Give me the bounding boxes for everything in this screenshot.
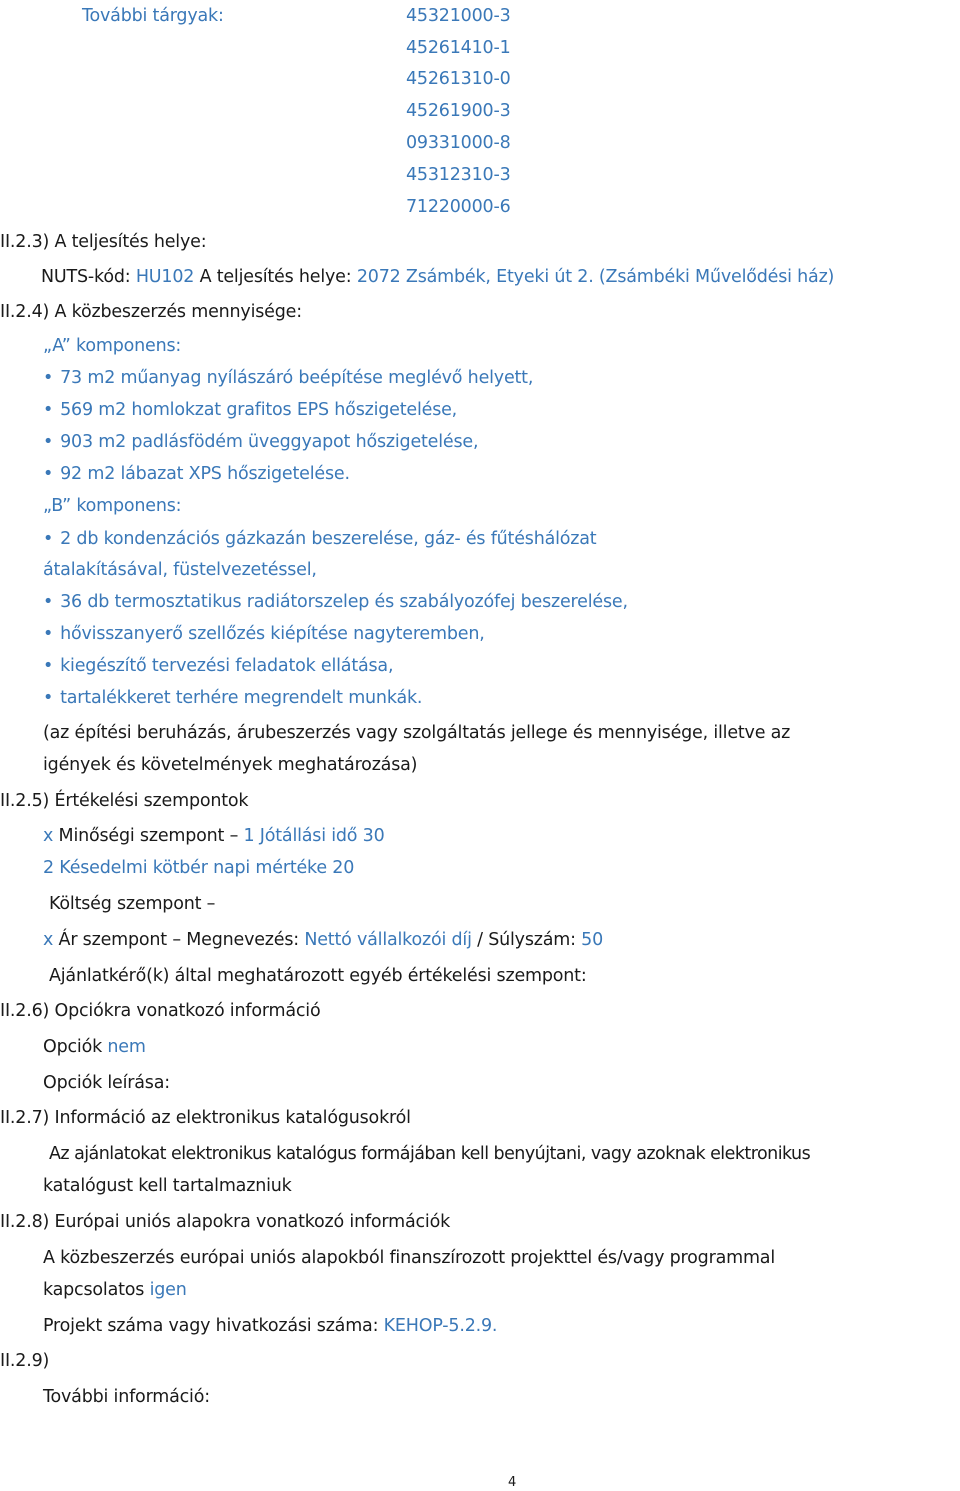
weight-value: 50	[581, 930, 604, 950]
section-heading-2-2-9: II.2.9)	[0, 1351, 50, 1371]
nuts-label: NUTS-kód:	[41, 267, 131, 287]
project-number-line	[43, 1314, 497, 1338]
price-mark: x	[43, 930, 54, 950]
list-item: • 903 m2 padlásfödém üveggyapot hőszigetelése,	[43, 430, 478, 454]
project-number-label: Projekt száma vagy hivatkozási száma:	[43, 1316, 379, 1336]
options-value: nem	[107, 1037, 146, 1057]
quality-mark: x	[43, 826, 54, 846]
nuts-line	[41, 265, 834, 289]
quality-label: Minőségi szempont –	[58, 826, 239, 846]
list-item: • 569 m2 homlokzat grafitos EPS hőszigetelése,	[43, 398, 457, 422]
list-item: • 2 db kondenzációs gázkazán beszerelése, gáz- és fűtéshálózat	[43, 527, 596, 551]
cpv-code: 71220000-6	[406, 197, 511, 217]
project-number-value: KEHOP-5.2.9.	[383, 1316, 498, 1336]
price-name: Nettó vállalkozói díj	[304, 930, 472, 950]
list-item: • 73 m2 műanyag nyílászáró beépítése meglévő helyett,	[43, 366, 533, 390]
quality-criterion	[43, 824, 385, 848]
place-label: A teljesítés helye:	[199, 267, 352, 287]
cpv-code: 45261410-1	[406, 38, 511, 58]
price-label: Ár szempont – Megnevezés:	[58, 930, 299, 950]
quantity-note: (az építési beruházás, árubeszerzés vagy szolgáltatás jellege és mennyisége, illetve az	[43, 723, 791, 743]
eu-funds-line	[43, 1278, 187, 1302]
catalogue-text: Az ajánlatokat elektronikus katalógus formájában kell benyújtani, vagy azoknak elektronikus	[49, 1144, 811, 1164]
list-item-continuation: átalakításával, füstelvezetéssel,	[43, 560, 317, 580]
list-item: • kiegészítő tervezési feladatok ellátása,	[43, 654, 393, 678]
list-item: • 36 db termosztatikus radiátorszelep és szabályozófej beszerelése,	[43, 590, 628, 614]
nuts-value: HU102	[135, 267, 195, 287]
eu-funds-value: igen	[149, 1280, 187, 1300]
list-item: • tartalékkeret terhére megrendelt munkák.	[43, 686, 422, 710]
catalogue-text-continuation: katalógust kell tartalmazniuk	[43, 1176, 292, 1196]
options-label: Opciók	[43, 1037, 103, 1057]
section-heading-2-2-5: II.2.5) Értékelési szempontok	[0, 791, 249, 811]
weight-label: / Súlyszám:	[477, 930, 576, 950]
quality-item: 1 Jótállási idő 30	[243, 826, 385, 846]
place-value: 2072 Zsámbék, Etyeki út 2. (Zsámbéki Művelődési ház)	[356, 267, 835, 287]
options-line	[43, 1035, 146, 1059]
cpv-code: 09331000-8	[406, 133, 511, 153]
list-item: • hővisszanyerő szellőzés kiépítése nagyteremben,	[43, 622, 485, 646]
eu-funds-label: kapcsolatos	[43, 1280, 145, 1300]
further-info-label: További információ:	[43, 1387, 210, 1407]
cpv-code: 45321000-3	[406, 6, 511, 26]
section-heading-2-2-4: II.2.4) A közbeszerzés mennyisége:	[0, 302, 302, 322]
page-number: 4	[508, 1475, 517, 1490]
other-criteria: Ajánlatkérő(k) által meghatározott egyéb értékelési szempont:	[49, 966, 587, 986]
list-item: • 92 m2 lábazat XPS hőszigetelése.	[43, 462, 350, 486]
component-a-title: „A” komponens:	[43, 336, 182, 356]
cpv-code: 45261310-0	[406, 69, 511, 89]
section-heading-2-2-8: II.2.8) Európai uniós alapokra vonatkozó információk	[0, 1212, 451, 1232]
section-heading-2-2-3: II.2.3) A teljesítés helye:	[0, 232, 207, 252]
price-criterion	[43, 928, 603, 952]
eu-funds-text: A közbeszerzés európai uniós alapokból finanszírozott projekttel és/vagy programmal	[43, 1248, 775, 1268]
cost-criterion: Költség szempont –	[49, 894, 216, 914]
component-b-title: „B” komponens:	[43, 496, 182, 516]
quality-item: 2 Késedelmi kötbér napi mértéke 20	[43, 858, 355, 878]
other-subjects-label: További tárgyak:	[82, 6, 224, 26]
section-heading-2-2-6: II.2.6) Opciókra vonatkozó információ	[0, 1001, 321, 1021]
options-description-label: Opciók leírása:	[43, 1073, 170, 1093]
quantity-note-continuation: igények és követelmények meghatározása)	[43, 755, 418, 775]
section-heading-2-2-7: II.2.7) Információ az elektronikus katalógusokról	[0, 1108, 411, 1128]
cpv-code: 45261900-3	[406, 101, 511, 121]
cpv-code: 45312310-3	[406, 165, 511, 185]
